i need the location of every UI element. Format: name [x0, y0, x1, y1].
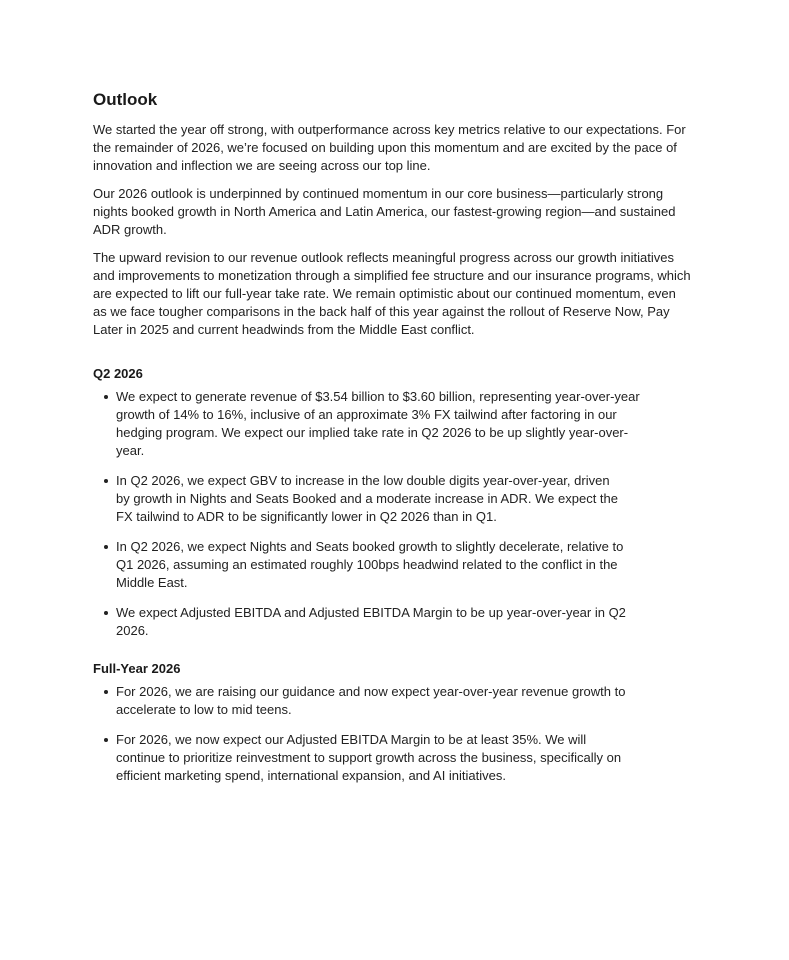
bullet-icon	[104, 611, 108, 615]
list-item-text: For 2026, we now expect our Adjusted EBITDA Margin to be at least 35%. We will continue to prioritize reinvestment to support growth across the business, specifically on efficient marketing spend, international expansion, and AI initiatives.	[116, 732, 622, 783]
list-item	[116, 731, 626, 785]
bullet-icon	[104, 690, 108, 694]
bullet-icon	[104, 545, 108, 549]
bullet-icon	[104, 395, 108, 399]
list-item-text: In Q2 2026, we expect Nights and Seats booked growth to slightly decelerate, relative to Q1 2026, assuming an estimated roughly 100bps headwind related to the conflict in the Middle East.	[116, 539, 624, 590]
list-item	[116, 683, 626, 719]
full-year-bullet-list	[93, 683, 693, 785]
outlook-paragraph-1: We started the year off strong, with outperformance across key metrics relative to our expectations. For the remainder of 2026, we’re focused on building upon this momentum and are excited by the pace of innovation and inflection we are seeing across our top line.	[93, 122, 686, 173]
list-item-text: In Q2 2026, we expect GBV to increase in the low double digits year-over-year, driven by growth in Nights and Seats Booked and a moderate increase in ADR. We expect the FX tailwind to ADR to be significantly lower in Q2 2026 than in Q1.	[116, 473, 618, 524]
full-year-heading: Full-Year 2026	[93, 661, 181, 676]
outlook-paragraph-3: The upward revision to our revenue outlook reflects meaningful progress across our growth initiatives and improvements to monetization through a simplified fee structure and our insurance programs, which are expected to lift our full-year take rate. We remain optimistic about our continued momentum, even as we face tougher comparisons in the back half of this year against the rollout of Reserve Now, Pay Later in 2025 and current headwinds from the Middle East conflict.	[93, 250, 691, 337]
section-title: Outlook	[93, 90, 158, 109]
list-item-text: For 2026, we are raising our guidance and now expect year-over-year revenue growth to accelerate to low to mid teens.	[116, 684, 626, 717]
q2-bullet-list	[93, 388, 693, 640]
list-item-text: We expect Adjusted EBITDA and Adjusted EBITDA Margin to be up year-over-year in Q2 2026.	[116, 605, 626, 638]
bullet-icon	[104, 738, 108, 742]
document-page	[93, 89, 693, 797]
list-item	[116, 472, 626, 526]
bullet-icon	[104, 479, 108, 483]
q2-heading: Q2 2026	[93, 366, 143, 381]
list-item-text: We expect to generate revenue of $3.54 billion to $3.60 billion, representing year-over-year growth of 14% to 16%, inclusive of an approximate 3% FX tailwind after factoring in our hedging program. We expect our implied take rate in Q2 2026 to be up slightly year-over-year.	[116, 389, 640, 458]
list-item	[116, 388, 656, 460]
list-item	[116, 538, 626, 592]
list-item	[116, 604, 656, 640]
outlook-paragraph-2: Our 2026 outlook is underpinned by continued momentum in our core business—particularly strong nights booked growth in North America and Latin America, our fastest-growing region—and sustained ADR growth.	[93, 186, 676, 237]
